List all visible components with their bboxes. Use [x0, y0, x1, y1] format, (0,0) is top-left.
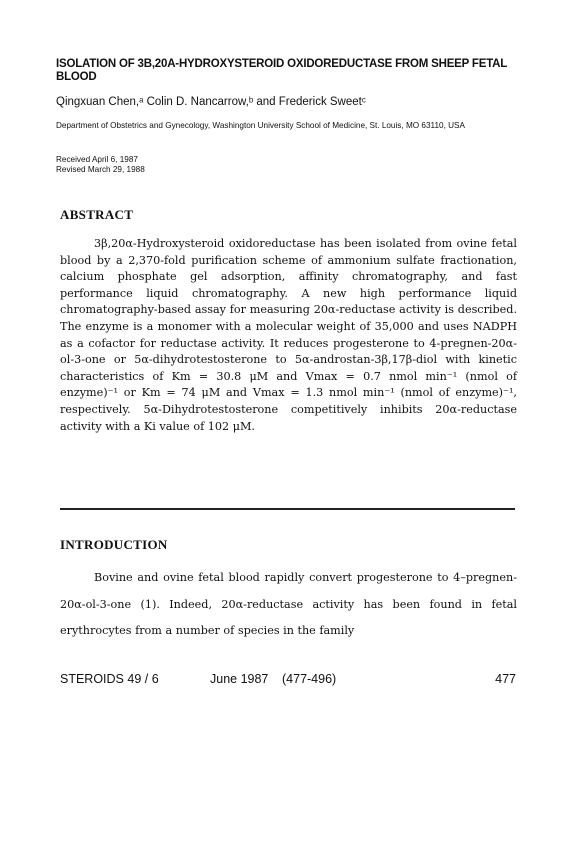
page-number: 477: [495, 672, 516, 686]
introduction-text: Bovine and ovine fetal blood rapidly convert progesterone to 4–pregnen-20α-ol-3-one (1). Indeed, 20α-reductase activity has been found in fetal erythrocytes from a number of species in the family: [60, 571, 517, 637]
revised-date: Revised March 29, 1988: [56, 165, 145, 174]
received-date: Received April 6, 1987: [56, 155, 138, 164]
journal-issue: STEROIDS 49 / 6: [60, 672, 159, 686]
submission-dates: [56, 155, 356, 175]
introduction-heading: INTRODUCTION: [60, 537, 168, 552]
section-divider: [60, 508, 515, 510]
abstract-heading: ABSTRACT: [60, 207, 134, 222]
author-list: Qingxuan Chen,ᵃ Colin D. Nancarrow,ᵇ and Frederick Sweetᶜ: [56, 96, 366, 108]
abstract-text: 3β,20α-Hydroxysteroid oxidoreductase has been isolated from ovine fetal blood by a 2,370-fold purification scheme of ammonium sulfate fractionation, calcium phosphate gel adsorption, affinity chromatography, and fast performance liquid chromatography. A new high performance liquid chromatography-based assay for measuring 20α-reductase activity is described. The enzyme is a monomer with a molecular weight of 35,000 and uses NADPH as a cofactor for reductase activity. It reduces progesterone to 4-pregnen-20α-ol-3-one or 5α-dihydrotestosterone to 5α-androstan-3β,17β-diol with kinetic characteristics of Km = 30.8 μM and Vmax = 0.7 nmol min⁻¹ (nmol of enzyme)⁻¹ or Km = 74 μM and Vmax = 1.3 nmol min⁻¹ (nmol of enzyme)⁻¹, respectively. 5α-Dihydrotestosterone competitively inhibits 20α-reductase activity with a Ki value of 102 μM.: [60, 237, 517, 433]
page-range: (477-496): [282, 672, 337, 686]
article-title: ISOLATION OF 3Β,20Α-HYDROXYSTEROID OXIDOREDUCTASE FROM SHEEP FETAL BLOOD: [56, 58, 507, 83]
issue-date: June 1987: [210, 672, 269, 686]
affiliation: Department of Obstetrics and Gynecology, Washington University School of Medicine, St. Louis, MO 63110, USA: [56, 121, 465, 130]
